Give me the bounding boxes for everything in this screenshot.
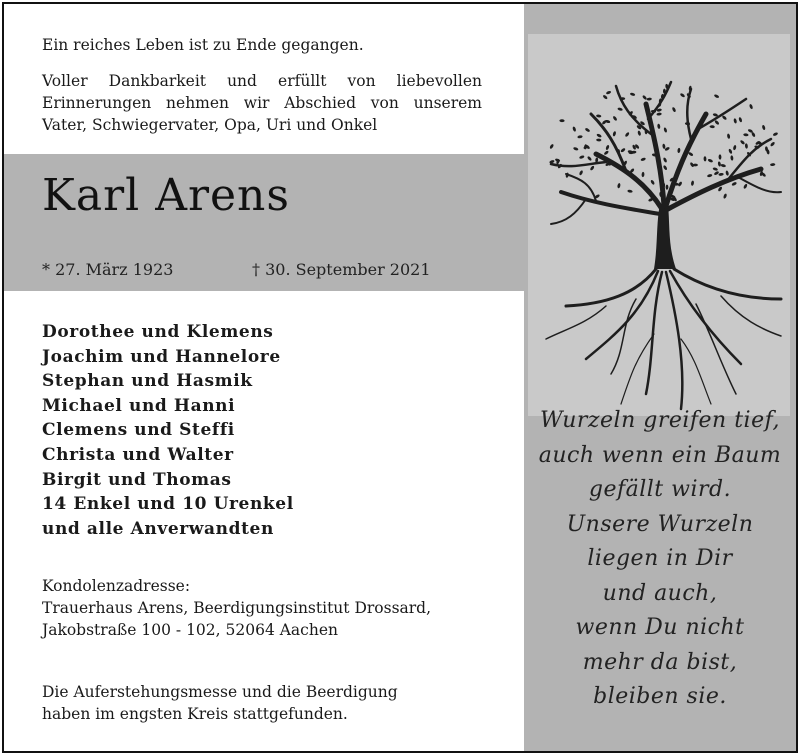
poem-line: bleiben sie. [593, 684, 727, 709]
intro-line: Ein reiches Leben ist zu Ende gegangen. [42, 36, 364, 54]
address-line: Jakobstraße 100 - 102, 52064 Aachen [42, 621, 338, 639]
poem-line: mehr da bist, [582, 649, 738, 675]
family-member: Birgit und Thomas [42, 469, 232, 490]
poem-line: gefällt wird. [588, 477, 732, 502]
family-member: Michael und Hanni [42, 395, 236, 416]
family-member: Joachim und Hannelore [42, 346, 281, 367]
condolence-address [42, 575, 431, 641]
obituary-notice [2, 2, 798, 753]
family-member: Stephan und Hasmik [42, 371, 253, 392]
poem [524, 404, 796, 715]
address-line: Trauerhaus Arens, Beerdigungsinstitut Drossard, [42, 599, 432, 617]
intro-paragraph: Voller Dankbarkeit und erfüllt von liebevollen Erinnerungen nehmen wir Abschied von unserem Vater, Schwiegervater, Opa, Uri und Onkel [42, 72, 482, 134]
family-member: Dorothee und Klemens [42, 322, 274, 342]
tree-panel [528, 34, 790, 416]
tree-of-life-icon [536, 74, 786, 414]
poem-line: liegen in Dir [587, 546, 733, 571]
poem-line: auch wenn ein Baum [538, 442, 782, 468]
ceremony-line: haben im engsten Kreis stattgefunden. [42, 705, 348, 723]
family-member: Clemens und Steffi [42, 420, 235, 441]
poem-line: Unsere Wurzeln [566, 511, 754, 537]
birth-date: * 27. März 1923 [42, 260, 174, 279]
intro-text [42, 34, 482, 150]
family-member: Christa und Walter [42, 444, 234, 465]
poem-line: Wurzeln greifen tief, [540, 408, 780, 433]
deceased-name: Karl Arens [42, 170, 290, 221]
address-label: Kondolenzadresse: [42, 577, 191, 595]
ceremony-note [42, 681, 398, 725]
family-member: 14 Enkel und 10 Urenkel [42, 494, 294, 515]
poem-line: und auch, [602, 580, 718, 606]
family-list [42, 320, 294, 541]
ceremony-line: Die Auferstehungsmesse und die Beerdigung [42, 683, 398, 701]
poem-line: wenn Du nicht [575, 615, 745, 640]
family-member: und alle Anverwandten [42, 518, 274, 539]
death-date: † 30. September 2021 [252, 260, 431, 279]
